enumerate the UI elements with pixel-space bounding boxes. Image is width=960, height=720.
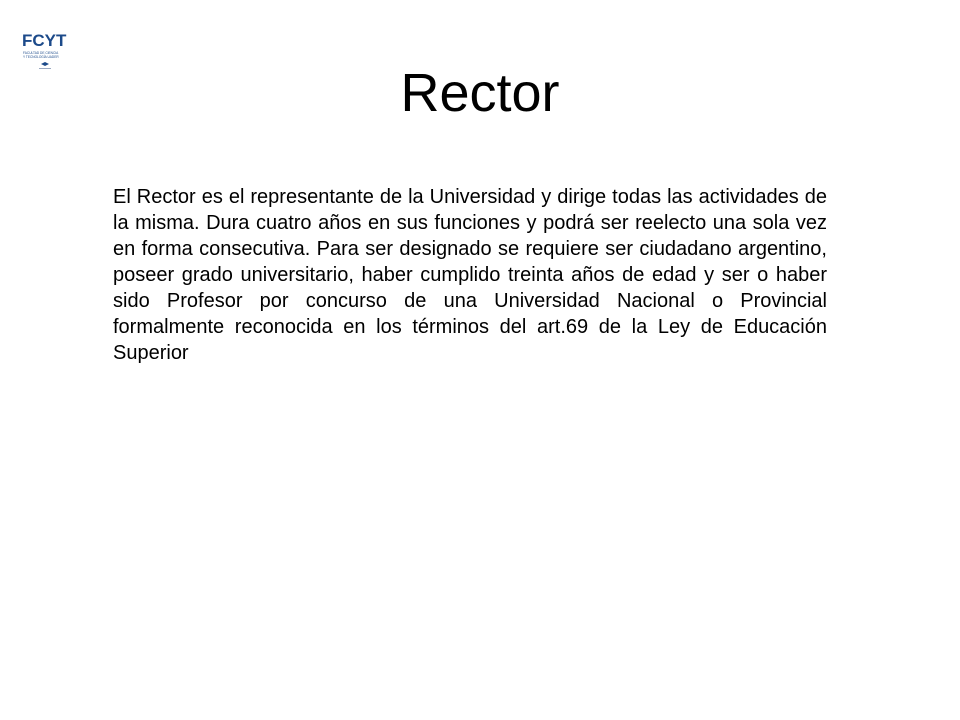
logo-subtitle-line-2: Y TECNOLOGÍA UADER: [23, 55, 59, 59]
slide-title: Rector: [400, 63, 560, 123]
body-paragraph: El Rector es el representante de la Universidad y dirige todas las actividades de la misma. Dura cuatro años en sus funciones y podrá ser reelecto una sola vez en forma consecutiva. Para ser designado se requiere ser ciudadano argentino, poseer grado universitario, haber cumplido treinta años de edad y ser o haber sido Profesor por concurso de una Universidad Nacional o Provincial formalmente reconocida en los términos del art.69 de la Ley de Educación Superior: [113, 186, 827, 364]
logo-subtitle-line-1: FACULTAD DE CIENCIA: [23, 51, 59, 55]
logo-text: FCYT: [22, 31, 67, 50]
